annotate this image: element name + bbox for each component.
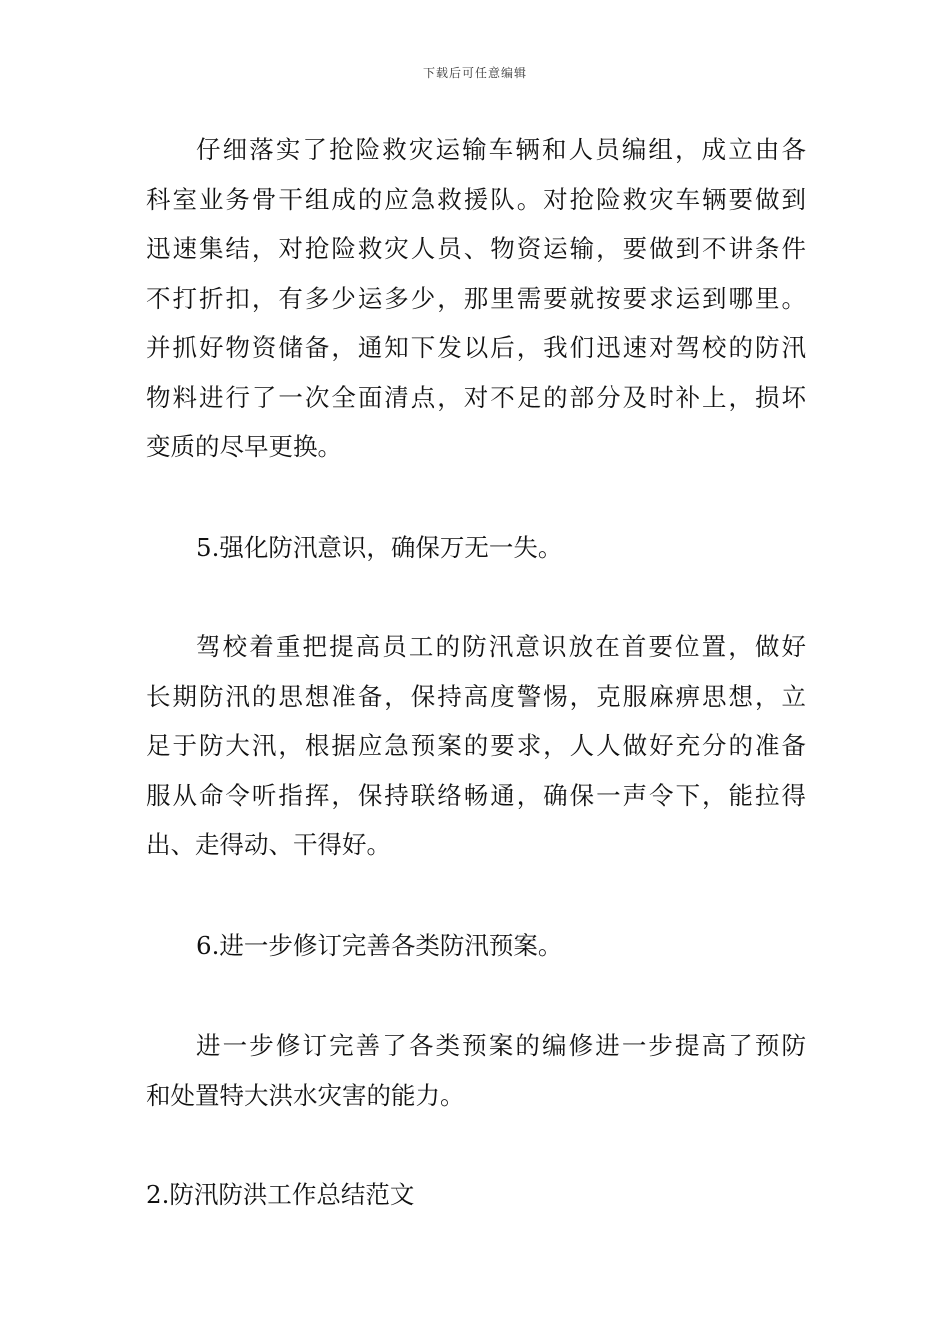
page-header-note: 下载后可任意编辑: [422, 66, 527, 80]
paragraph-line: 服从命令听指挥，保持联络畅通，确保一声令下，能拉得: [146, 780, 806, 810]
paragraph-line: 长期防汛的思想准备，保持高度警惕，克服麻痹思想，立: [146, 681, 806, 711]
paragraph-flood-awareness: [146, 622, 806, 870]
paragraph-line: 迅速集结，对抢险救灾人员、物资运输，要做到不讲条件: [146, 234, 806, 263]
paragraph-line: 和处置特大洪水灾害的能力。: [146, 1080, 465, 1110]
paragraph-line: 驾校着重把提高员工的防汛意识放在首要位置，做好: [196, 632, 806, 661]
paragraph-line: 仔细落实了抢险救灾运输车辆和人员编组，成立由各: [196, 135, 806, 164]
section-heading-5: 5.强化防汛意识，确保万无一失。: [196, 533, 563, 562]
paragraph-line: 变质的尽早更换。: [146, 432, 342, 461]
paragraph-line: 足于防大汛，根据应急预案的要求，人人做好充分的准备: [146, 731, 806, 760]
section-heading-6: 6.进一步修订完善各类防汛预案。: [196, 931, 563, 960]
paragraph-rescue-preparation: [146, 125, 806, 472]
paragraph-line: 科室业务骨干组成的应急救援队。对抢险救灾车辆要做到: [146, 184, 806, 214]
paragraph-line: 并抓好物资储备，通知下发以后，我们迅速对驾校的防汛: [146, 333, 806, 362]
paragraph-line: 物料进行了一次全面清点，对不足的部分及时补上，损坏: [146, 382, 806, 412]
section-title-2: 2.防汛防洪工作总结范文: [146, 1180, 415, 1209]
paragraph-plan-revision: [146, 1021, 806, 1120]
paragraph-line: 出、走得动、干得好。: [146, 830, 391, 859]
paragraph-line: 不打折扣，有多少运多少，那里需要就按要求运到哪里。: [146, 283, 806, 313]
paragraph-line: 进一步修订完善了各类预案的编修进一步提高了预防: [196, 1031, 806, 1060]
